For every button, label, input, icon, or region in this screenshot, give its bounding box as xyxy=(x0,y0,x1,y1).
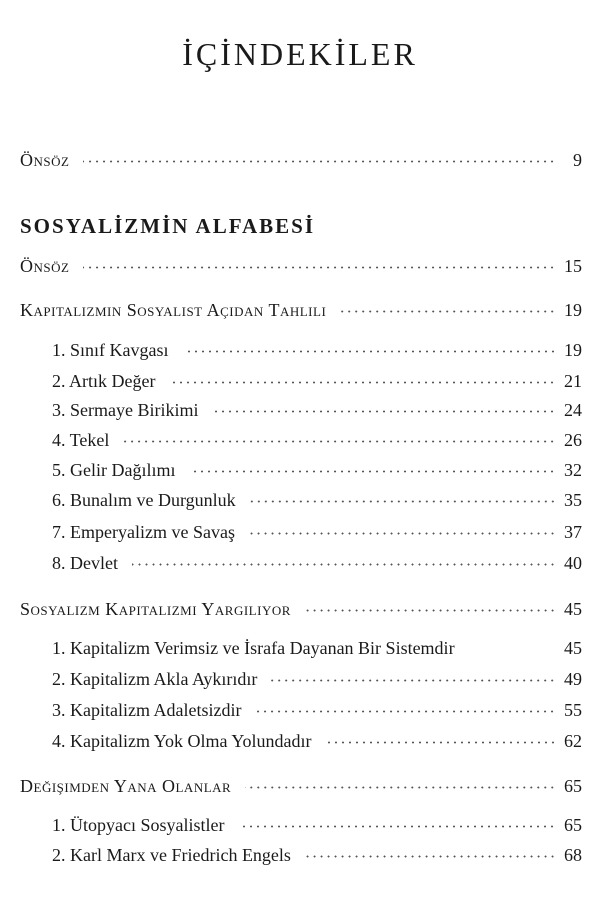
toc-label: 2. Kapitalizm Akla Aykırıdır xyxy=(52,669,258,689)
toc-label: 1. Ütopyacı Sosyalistler xyxy=(52,815,225,835)
toc-page-number: 45 xyxy=(564,638,582,658)
toc-page-number: 26 xyxy=(564,430,582,450)
part-title: SOSYALİZMİN ALFABESİ xyxy=(20,214,316,238)
toc-label: 1. Sınıf Kavgası xyxy=(52,340,169,360)
toc-label: 3. Kapitalizm Adaletsizdir xyxy=(52,700,242,720)
dot-leader xyxy=(250,500,556,503)
dot-leader xyxy=(305,855,556,858)
dot-leader xyxy=(189,470,556,473)
page-title: İÇİNDEKİLER xyxy=(182,36,418,72)
toc-label: 7. Emperyalizm ve Savaş xyxy=(52,522,235,542)
toc-item[interactable] xyxy=(52,340,582,361)
dot-leader xyxy=(255,710,556,713)
toc-item[interactable] xyxy=(52,669,582,690)
toc-item[interactable] xyxy=(52,815,582,836)
toc-item[interactable] xyxy=(52,430,582,451)
toc-label: 3. Sermaye Birikimi xyxy=(52,400,199,420)
dot-leader xyxy=(132,563,556,566)
toc-page-number: 35 xyxy=(564,490,582,510)
toc-page-number: 40 xyxy=(564,553,582,573)
toc-label: 5. Gelir Dağılımı xyxy=(52,460,176,480)
dot-leader xyxy=(271,679,556,682)
toc-page-number: 19 xyxy=(564,300,582,320)
toc-item[interactable] xyxy=(52,638,582,659)
toc-item[interactable] xyxy=(52,490,582,511)
toc-page-number: 24 xyxy=(564,400,582,420)
toc-page-number: 65 xyxy=(564,776,582,796)
dot-leader xyxy=(249,532,556,535)
dot-leader xyxy=(326,741,556,744)
dot-leader xyxy=(83,266,556,269)
toc-item[interactable] xyxy=(52,700,582,721)
toc-label: 4. Kapitalizm Yok Olma Yolundadır xyxy=(52,731,312,751)
toc-label: 6. Bunalım ve Durgunluk xyxy=(52,490,236,510)
toc-item[interactable] xyxy=(52,845,582,866)
toc-item[interactable] xyxy=(52,522,582,543)
toc-page-number: 19 xyxy=(564,340,582,360)
toc-label: Önsöz xyxy=(20,150,70,170)
toc-item[interactable] xyxy=(52,400,582,421)
toc-page-number: 65 xyxy=(564,815,582,835)
toc-page-number: 68 xyxy=(564,845,582,865)
toc-chapter-1[interactable] xyxy=(20,300,582,321)
dot-leader xyxy=(238,825,556,828)
dot-leader xyxy=(212,410,556,413)
toc-label: 1. Kapitalizm Verimsiz ve İsrafa Dayanan Bir Sistemdir xyxy=(52,638,455,658)
dot-leader xyxy=(340,310,556,313)
toc-item[interactable] xyxy=(52,371,582,392)
toc-label: 2. Karl Marx ve Friedrich Engels xyxy=(52,845,291,865)
toc-page-number: 45 xyxy=(564,599,582,619)
toc-page-number: 32 xyxy=(564,460,582,480)
toc-entry-part-preface[interactable] xyxy=(20,256,582,277)
toc-page-number: 49 xyxy=(564,669,582,689)
dot-leader xyxy=(83,160,556,163)
toc-label: 2. Artık Değer xyxy=(52,371,156,391)
toc-label: 8. Devlet xyxy=(52,553,118,573)
toc-page-number: 62 xyxy=(564,731,582,751)
dot-leader xyxy=(183,350,557,353)
toc-page-number: 9 xyxy=(573,150,582,170)
dot-leader xyxy=(305,609,556,612)
toc-label: Değişimden Yana Olanlar xyxy=(20,776,232,796)
toc-item[interactable] xyxy=(52,731,582,752)
dot-leader xyxy=(469,648,556,651)
toc-page-number: 37 xyxy=(564,522,582,542)
toc-entry-preface[interactable] xyxy=(20,150,582,171)
dot-leader xyxy=(169,381,556,384)
toc-page-number: 55 xyxy=(564,700,582,720)
dot-leader xyxy=(123,440,556,443)
toc-item[interactable] xyxy=(52,553,582,574)
toc-page-number: 15 xyxy=(564,256,582,276)
toc-item[interactable] xyxy=(52,460,582,481)
toc-label: 4. Tekel xyxy=(52,430,110,450)
toc-chapter-3[interactable] xyxy=(20,776,582,797)
toc-label: Önsöz xyxy=(20,256,70,276)
dot-leader xyxy=(245,786,556,789)
toc-label: Sosyalizm Kapitalizmi Yargılıyor xyxy=(20,599,291,619)
toc-label: Kapitalizmin Sosyalist Açıdan Tahlili xyxy=(20,300,327,320)
toc-chapter-2[interactable] xyxy=(20,599,582,620)
toc-page-number: 21 xyxy=(564,371,582,391)
